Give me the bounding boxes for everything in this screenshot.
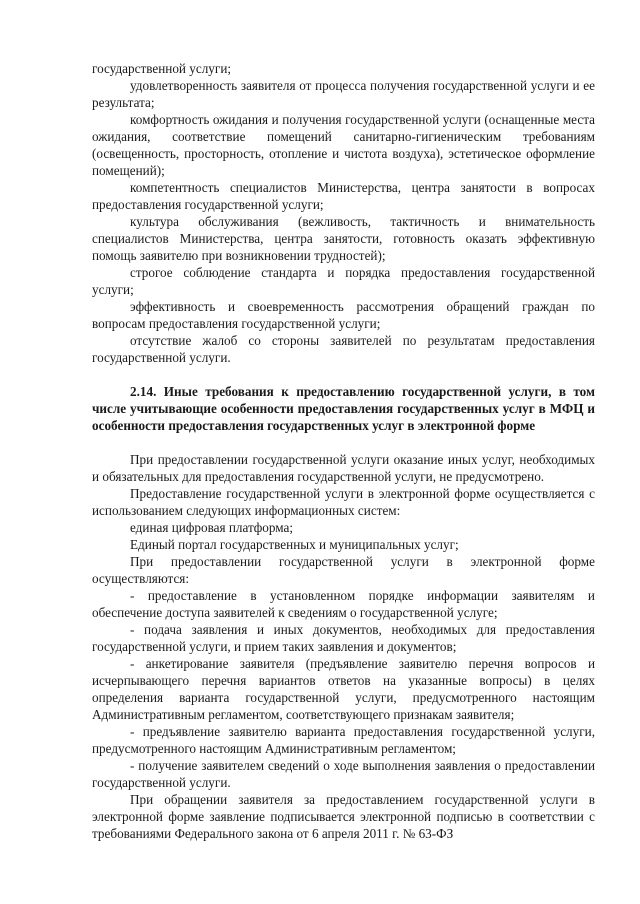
body-paragraph: отсутствие жалоб со стороны заявителей по результатам предоставления государственной услуги.	[92, 333, 595, 365]
body-paragraph: Единый портал государственных и муниципальных услуг;	[130, 537, 459, 552]
section-heading: 2.14. Иные требования к предоставлению государственной услуги, в том числе учитывающие особенности предоставления государственных услуг в МФЦ и особенности предоставления государственных услуг в электронной форме	[92, 384, 595, 433]
body-paragraph: При предоставлении государственной услуги оказание иных услуг, необходимых и обязательных для предоставления государственной услуги, не предусмотрено.	[92, 452, 595, 484]
body-paragraph: удовлетворенность заявителя от процесса получения государственной услуги и ее результата;	[92, 78, 595, 110]
body-paragraph: Предоставление государственной услуги в электронной форме осуществляется с использованием следующих информационных систем:	[92, 486, 595, 518]
body-paragraph: При предоставлении государственной услуги в электронной форме осуществляются:	[92, 554, 595, 586]
body-paragraph: - предоставление в установленном порядке информации заявителям и обеспечение доступа заявителей к сведениям о государственной услуге;	[92, 588, 595, 620]
body-paragraph: строгое соблюдение стандарта и порядка предоставления государственной услуги;	[92, 265, 595, 297]
body-paragraph: - анкетирование заявителя (предъявление заявителю перечня вопросов и исчерпывающего перечня вариантов ответов на указанные вопросы) в целях определения варианта государственной услуги, предусмотренного настоящим Административным регламентом, соответствующего признакам заявителя;	[92, 656, 595, 722]
body-paragraph: культура обслуживания (вежливость, тактичность и внимательность специалистов Министерства, центра занятости, готовность оказать эффективную помощь заявителю при возникновении трудностей);	[92, 214, 595, 263]
body-paragraph: - подача заявления и иных документов, необходимых для предоставления государственной услуги, и прием таких заявления и документов;	[92, 622, 595, 654]
paragraph-spacer	[92, 366, 595, 383]
body-paragraph: единая цифровая платформа;	[130, 520, 294, 535]
paragraph-spacer	[92, 434, 595, 451]
body-paragraph: - получение заявителем сведений о ходе выполнения заявления о предоставлении государственной услуги.	[92, 758, 595, 790]
body-paragraph: государственной услуги;	[92, 61, 232, 76]
body-paragraph: При обращении заявителя за предоставлением государственной услуги в электронной форме заявление подписывается электронной подписью в соответствии с требованиями Федерального закона от 6 апреля 2011 г. № 63-ФЗ	[92, 792, 595, 841]
body-paragraph: - предъявление заявителю варианта предоставления государственной услуги, предусмотренного настоящим Административным регламентом;	[92, 724, 595, 756]
body-paragraph: комфортность ожидания и получения государственной услуги (оснащенные места ожидания, соответствие помещений санитарно-гигиеническим требованиям (освещенность, просторность, отопление и чистота воздуха), эстетическое оформление помещений);	[92, 112, 595, 178]
document-body	[92, 60, 595, 842]
body-paragraph: компетентность специалистов Министерства, центра занятости в вопросах предоставления государственной услуги;	[92, 180, 595, 212]
body-paragraph: эффективность и своевременность рассмотрения обращений граждан по вопросам предоставления государственной услуги;	[92, 299, 595, 331]
